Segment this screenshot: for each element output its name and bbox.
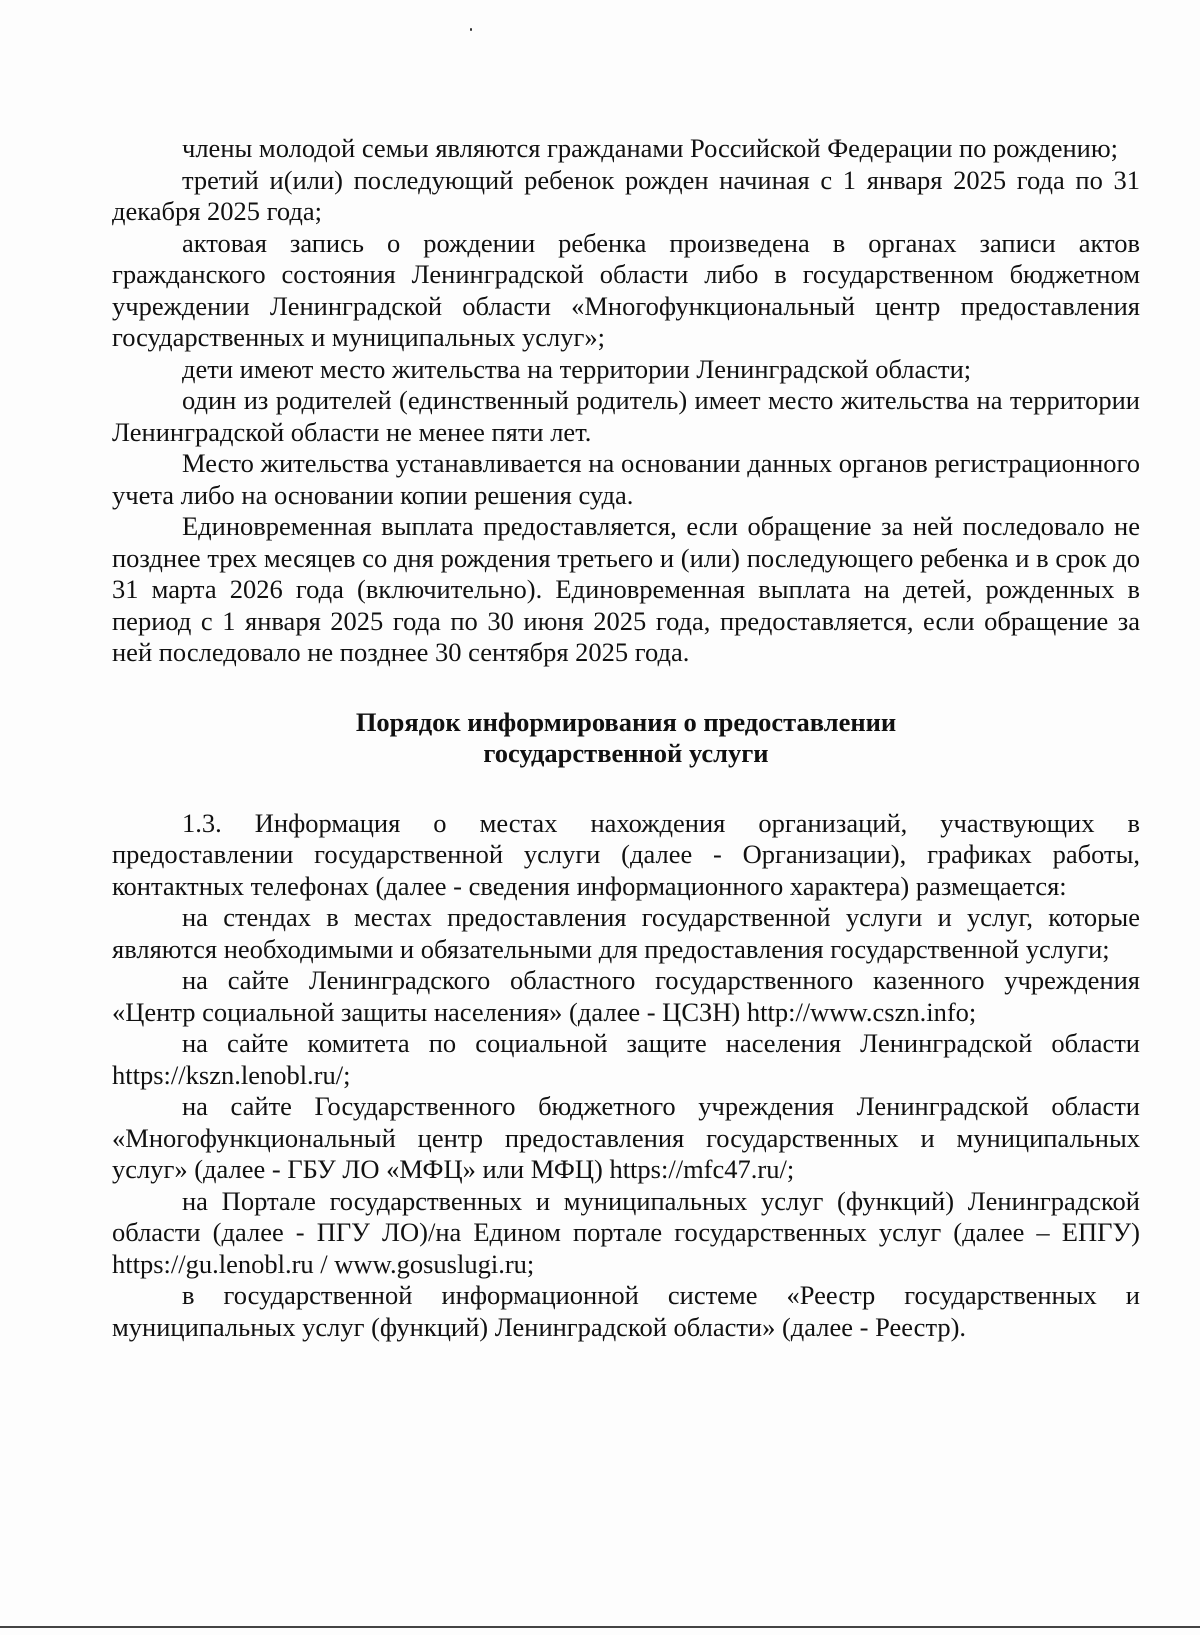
section-heading-line-1: Порядок информирования о предоставлении (355, 706, 897, 737)
section-heading (112, 707, 1140, 770)
paragraph-birth-record: актовая запись о рождении ребенка произведена в органах записи актов гражданского состояния Ленинградской области либо в государственном бюджетном учреждении Ленинградской области «Многофункциональный центр предоставления государственных и муниципальных услуг»; (112, 227, 1140, 352)
paragraph-parent-residence: один из родителей (единственный родитель) имеет место жительства на территории Ленинградской области не менее пяти лет. (112, 385, 1140, 447)
paragraph-payment-deadline: Единовременная выплата предоставляется, если обращение за ней последовало не позднее трех месяцев со дня рождения третьего и (или) последующего ребенка и в срок до 31 марта 2026 года (включительно). Единовременная выплата на детей, рожденных в период с 1 января 2025 года по 30 июня 2025 года, предоставляется, если обращение за ней последовало не позднее 30 сентября 2025 года. (112, 511, 1140, 667)
paragraph-children-residence: дети имеют место жительства на территории Ленинградской области; (182, 353, 972, 384)
scan-speck (470, 28, 472, 31)
paragraph-residence-basis: Место жительства устанавливается на основании данных органов регистрационного учета либо на основании копии решения суда. (112, 448, 1140, 510)
paragraph-cszn-site: на сайте Ленинградского областного государственного казенного учреждения «Центр социальной защиты населения» (далее - ЦСЗН) http://www.cszn.info; (112, 965, 1140, 1027)
paragraph-committee-site: на сайте комитета по социальной защите населения Ленинградской области https://kszn.lenobl.ru/; (112, 1028, 1140, 1090)
paragraph-birth-date: третий и(или) последующий ребенок рожден начиная с 1 января 2025 года по 31 декабря 2025 года; (112, 164, 1140, 226)
document-body (112, 133, 1140, 1343)
paragraph-registry: в государственной информационной системе «Реестр государственных и муниципальных услуг (функций) Ленинградской области» (далее - Реестр). (112, 1280, 1140, 1342)
paragraph-citizenship: члены молодой семьи являются гражданами Российской Федерации по рождению; (182, 133, 1118, 163)
paragraph-portal: на Портале государственных и муниципальных услуг (функций) Ленинградской области (далее - ПГУ ЛО)/на Едином портале государственных услуг (далее – ЕПГУ) https://gu.lenobl.ru / www.gosuslugi.ru; (112, 1185, 1140, 1279)
paragraph-stands: на стендах в местах предоставления государственной услуги и услуг, которые являются необходимыми и обязательными для предоставления государственной услуги; (112, 902, 1140, 964)
paragraph-mfc-site: на сайте Государственного бюджетного учреждения Ленинградской области «Многофункциональный центр предоставления государственных и муниципальных услуг» (далее - ГБУ ЛО «МФЦ» или МФЦ) https://mfc47.ru/; (112, 1091, 1140, 1184)
section-heading-line-2: государственной услуги (483, 738, 769, 768)
paragraph-1-3-information: 1.3. Информация о местах нахождения организаций, участвующих в предоставлении государственной услуги (далее - Организации), графиках работы, контактных телефонах (далее - сведения информационного характера) размещается: (112, 807, 1140, 901)
scan-bottom-edge (0, 1626, 1200, 1628)
